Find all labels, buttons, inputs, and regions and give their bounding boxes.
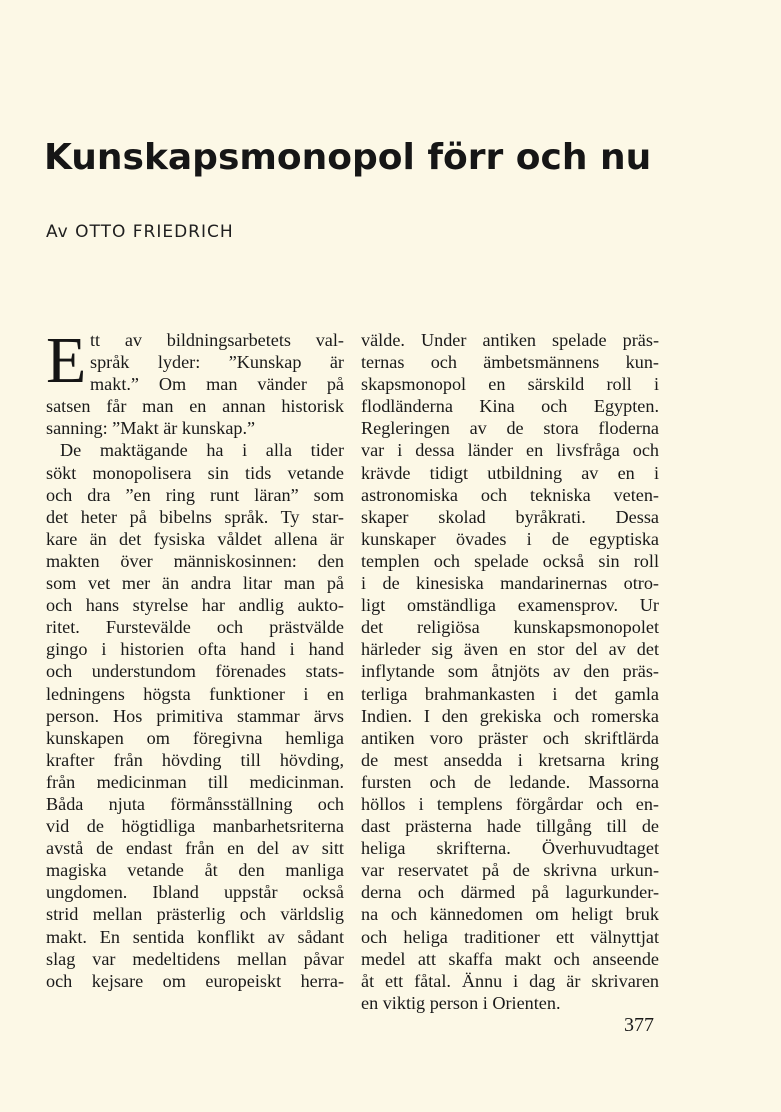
text-line: i de kinesiska mandarinernas otro- bbox=[361, 573, 659, 594]
text-line: makt.” Om man vänder på bbox=[90, 374, 344, 395]
text-line: var i dessa länder en livsfråga och bbox=[361, 440, 659, 461]
text-line: som vet mer än andra litar man på bbox=[46, 573, 344, 594]
text-line: kare än det fysiska våldet allena är bbox=[46, 528, 344, 549]
article-title: Kunskapsmonopol förr och nu bbox=[44, 137, 652, 178]
text-line: satsen får man en annan historisk bbox=[46, 396, 344, 417]
text-line: åt ett fåtal. Ännu i dag är skrivaren bbox=[361, 970, 659, 991]
text-line: Regleringen av de stora floderna bbox=[361, 418, 659, 439]
text-line: höllos i templens förgårdar och en- bbox=[361, 793, 659, 814]
text-line: och hans styrelse har andlig aukto- bbox=[46, 595, 344, 616]
page-number: 377 bbox=[624, 1014, 654, 1036]
left-text-column bbox=[46, 324, 344, 992]
text-line: De maktägande ha i alla tider bbox=[60, 440, 344, 461]
text-line: det heter på bibelns språk. Ty star- bbox=[46, 506, 344, 527]
text-line: astronomiska och tekniska veten- bbox=[361, 484, 659, 505]
drop-cap: E bbox=[46, 324, 87, 397]
text-line: välde. Under antiken spelade präs- bbox=[361, 330, 659, 350]
text-line: slag var medeltidens mellan påvar bbox=[46, 948, 344, 969]
text-line: heliga skrifterna. Överhuvudtaget bbox=[361, 838, 659, 859]
text-line: skaper skolad byråkrati. Dessa bbox=[361, 506, 659, 527]
text-line: dast prästerna hade tillgång till de bbox=[361, 816, 659, 837]
text-line: strid mellan prästerlig och världslig bbox=[46, 904, 344, 925]
text-line: och heliga traditioner ett välnyttjat bbox=[361, 926, 659, 947]
text-line: na och kännedomen om heligt bruk bbox=[361, 904, 659, 925]
text-line: ligt omständliga examensprov. Ur bbox=[361, 595, 659, 616]
text-line: derna och därmed på lagurkunder- bbox=[361, 882, 659, 903]
text-line: och kejsare om europeiskt herra- bbox=[46, 970, 344, 991]
text-line: makten över människosinnen: den bbox=[46, 550, 344, 571]
text-line: de mest ansedda i kretsarna kring bbox=[361, 749, 659, 770]
text-line: krävde tidigt utbildning av en i bbox=[361, 462, 659, 483]
text-line: flodländerna Kina och Egypten. bbox=[361, 396, 659, 417]
text-line: Båda njuta förmånsställning och bbox=[46, 793, 344, 814]
text-line: gingo i historien ofta hand i hand bbox=[46, 639, 344, 660]
text-line: fursten och de ledande. Massorna bbox=[361, 771, 659, 792]
text-line: magiska vetande åt den manliga bbox=[46, 860, 344, 881]
article-byline: Av OTTO FRIEDRICH bbox=[46, 222, 234, 242]
text-line: makt. En sentida konflikt av sådant bbox=[46, 926, 344, 947]
text-line: kunskapen om föregivna hemliga bbox=[46, 727, 344, 748]
text-line: var reservatet på de skrivna urkun- bbox=[361, 860, 659, 881]
text-line: vid de högtidliga manbarhetsriterna bbox=[46, 816, 344, 837]
text-line: Indien. I den grekiska och romerska bbox=[361, 705, 659, 726]
text-line: inflytande som åtnjöts av den präs- bbox=[361, 661, 659, 682]
text-line: sökt monopolisera sin tids vetande bbox=[46, 462, 344, 483]
text-line: ungdomen. Ibland uppstår också bbox=[46, 882, 344, 903]
text-line: kunskaper övades i de egyptiska bbox=[361, 528, 659, 549]
text-line: från medicinman till medicinman. bbox=[46, 771, 344, 792]
text-line: antiken voro präster och skriftlärda bbox=[361, 727, 659, 748]
right-text-column bbox=[361, 329, 659, 1014]
text-line: person. Hos primitiva stammar ärvs bbox=[46, 705, 344, 726]
text-line: och dra ”en ring runt läran” som bbox=[46, 484, 344, 505]
text-line: avstå de endast från en del av sitt bbox=[46, 838, 344, 859]
text-line: terliga brahmankasten i det gamla bbox=[361, 683, 659, 704]
text-line: ternas och ämbetsmännens kun- bbox=[361, 352, 659, 373]
text-line: ledningens högsta funktioner i en bbox=[46, 683, 344, 704]
text-line: härleder sig även en stor del av det bbox=[361, 639, 659, 660]
text-line: det religiösa kunskapsmonopolet bbox=[361, 617, 659, 638]
text-line: sanning: ”Makt är kunskap.” bbox=[46, 418, 256, 439]
text-line: tt av bildningsarbetets val- bbox=[90, 330, 344, 350]
text-line: språk lyder: ”Kunskap är bbox=[90, 352, 344, 373]
text-line: en viktig person i Orienten. bbox=[361, 992, 561, 1013]
text-line: skapsmonopol en särskild roll i bbox=[361, 374, 659, 395]
text-line: ritet. Furstevälde och prästvälde bbox=[46, 617, 344, 638]
text-line: och understundom förenades stats- bbox=[46, 661, 344, 682]
text-line: medel att skaffa makt och anseende bbox=[361, 948, 659, 969]
text-line: templen och spelade också sin roll bbox=[361, 550, 659, 571]
text-line: krafter från hövding till hövding, bbox=[46, 749, 344, 770]
